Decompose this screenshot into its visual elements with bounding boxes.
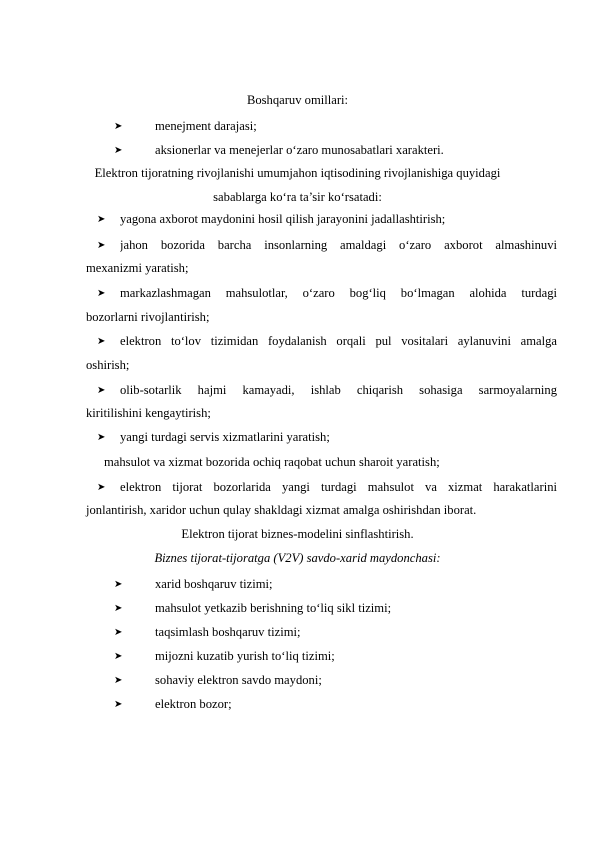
arrowhead-bullet-icon: ➤ bbox=[114, 121, 123, 132]
arrowhead-bullet-icon: ➤ bbox=[114, 603, 123, 614]
arrowhead-bullet-icon: ➤ bbox=[114, 145, 123, 156]
list-item: yagona axborot maydonini hosil qilish jarayonini jadallashtirish; bbox=[120, 212, 446, 226]
arrowhead-bullet-icon: ➤ bbox=[97, 432, 106, 443]
arrowhead-bullet-icon: ➤ bbox=[97, 214, 106, 225]
arrowhead-bullet-icon: ➤ bbox=[114, 651, 123, 662]
list-item: aksionerlar va menejerlar o‘zaro munosabatlari xarakteri. bbox=[155, 143, 444, 157]
arrowhead-bullet-icon: ➤ bbox=[97, 288, 106, 299]
list-item: olib-sotarlik hajmi kamayadi, ishlab chiqarish sohasiga sarmoyalarning bbox=[120, 383, 557, 397]
list-item: xarid boshqaruv tizimi; bbox=[155, 577, 273, 591]
list-item: markazlashmagan mahsulotlar, o‘zaro bog‘liq bo‘lmagan alohida turdagi bbox=[120, 286, 557, 300]
heading-biznes-model: Elektron tijorat biznes-modelini sinflashtirish. bbox=[181, 527, 414, 541]
arrowhead-bullet-icon: ➤ bbox=[97, 240, 106, 251]
list-item: mijozni kuzatib yurish to‘liq tizimi; bbox=[155, 649, 335, 663]
list-item: menejment darajasi; bbox=[155, 119, 257, 133]
list-item: elektron to‘lov tizimidan foydalanish orqali pul vositalari aylanuvini amalga bbox=[120, 334, 557, 348]
arrowhead-bullet-icon: ➤ bbox=[114, 699, 123, 710]
list-item: mahsulot yetkazib berishning to‘liq sikl tizimi; bbox=[155, 601, 392, 615]
paragraph-line: mahsulot va xizmat bozorida ochiq raqobat uchun sharoit yaratish; bbox=[104, 455, 440, 469]
list-item: elektron tijorat bozorlarida yangi turdagi mahsulot va xizmat harakatlarini bbox=[120, 480, 557, 494]
list-item: sohaviy elektron savdo maydoni; bbox=[155, 673, 322, 687]
list-item-continuation: bozorlarni rivojlantirish; bbox=[86, 310, 210, 324]
arrowhead-bullet-icon: ➤ bbox=[97, 482, 106, 493]
paragraph-line: sabablarga ko‘ra ta’sir ko‘rsatadi: bbox=[213, 190, 382, 204]
list-item-continuation: kiritilishini kengaytirish; bbox=[86, 406, 211, 420]
heading-boshqaruv-omillari: Boshqaruv omillari: bbox=[246, 93, 349, 107]
heading-v2v-marketplace: Biznes tijorat-tijoratga (V2V) savdo-xarid maydonchasi: bbox=[154, 551, 441, 565]
paragraph-line: Elektron tijoratning rivojlanishi umumjahon iqtisodining rivojlanishiga quyidagi bbox=[94, 166, 501, 180]
arrowhead-bullet-icon: ➤ bbox=[114, 675, 123, 686]
arrowhead-bullet-icon: ➤ bbox=[114, 579, 123, 590]
list-item: elektron bozor; bbox=[155, 697, 232, 711]
list-item-continuation: jonlantirish, xaridor uchun qulay shakldagi xizmat amalga oshirishdan iborat. bbox=[86, 503, 477, 517]
list-item: taqsimlash boshqaruv tizimi; bbox=[155, 625, 301, 639]
arrowhead-bullet-icon: ➤ bbox=[114, 627, 123, 638]
list-item-continuation: mexanizmi yaratish; bbox=[86, 261, 189, 275]
list-item: yangi turdagi servis xizmatlarini yaratish; bbox=[120, 430, 330, 444]
arrowhead-bullet-icon: ➤ bbox=[97, 385, 106, 396]
list-item-continuation: oshirish; bbox=[86, 358, 130, 372]
arrowhead-bullet-icon: ➤ bbox=[97, 336, 106, 347]
list-item: jahon bozorida barcha insonlarning amaldagi o‘zaro axborot almashinuvi bbox=[120, 238, 557, 252]
